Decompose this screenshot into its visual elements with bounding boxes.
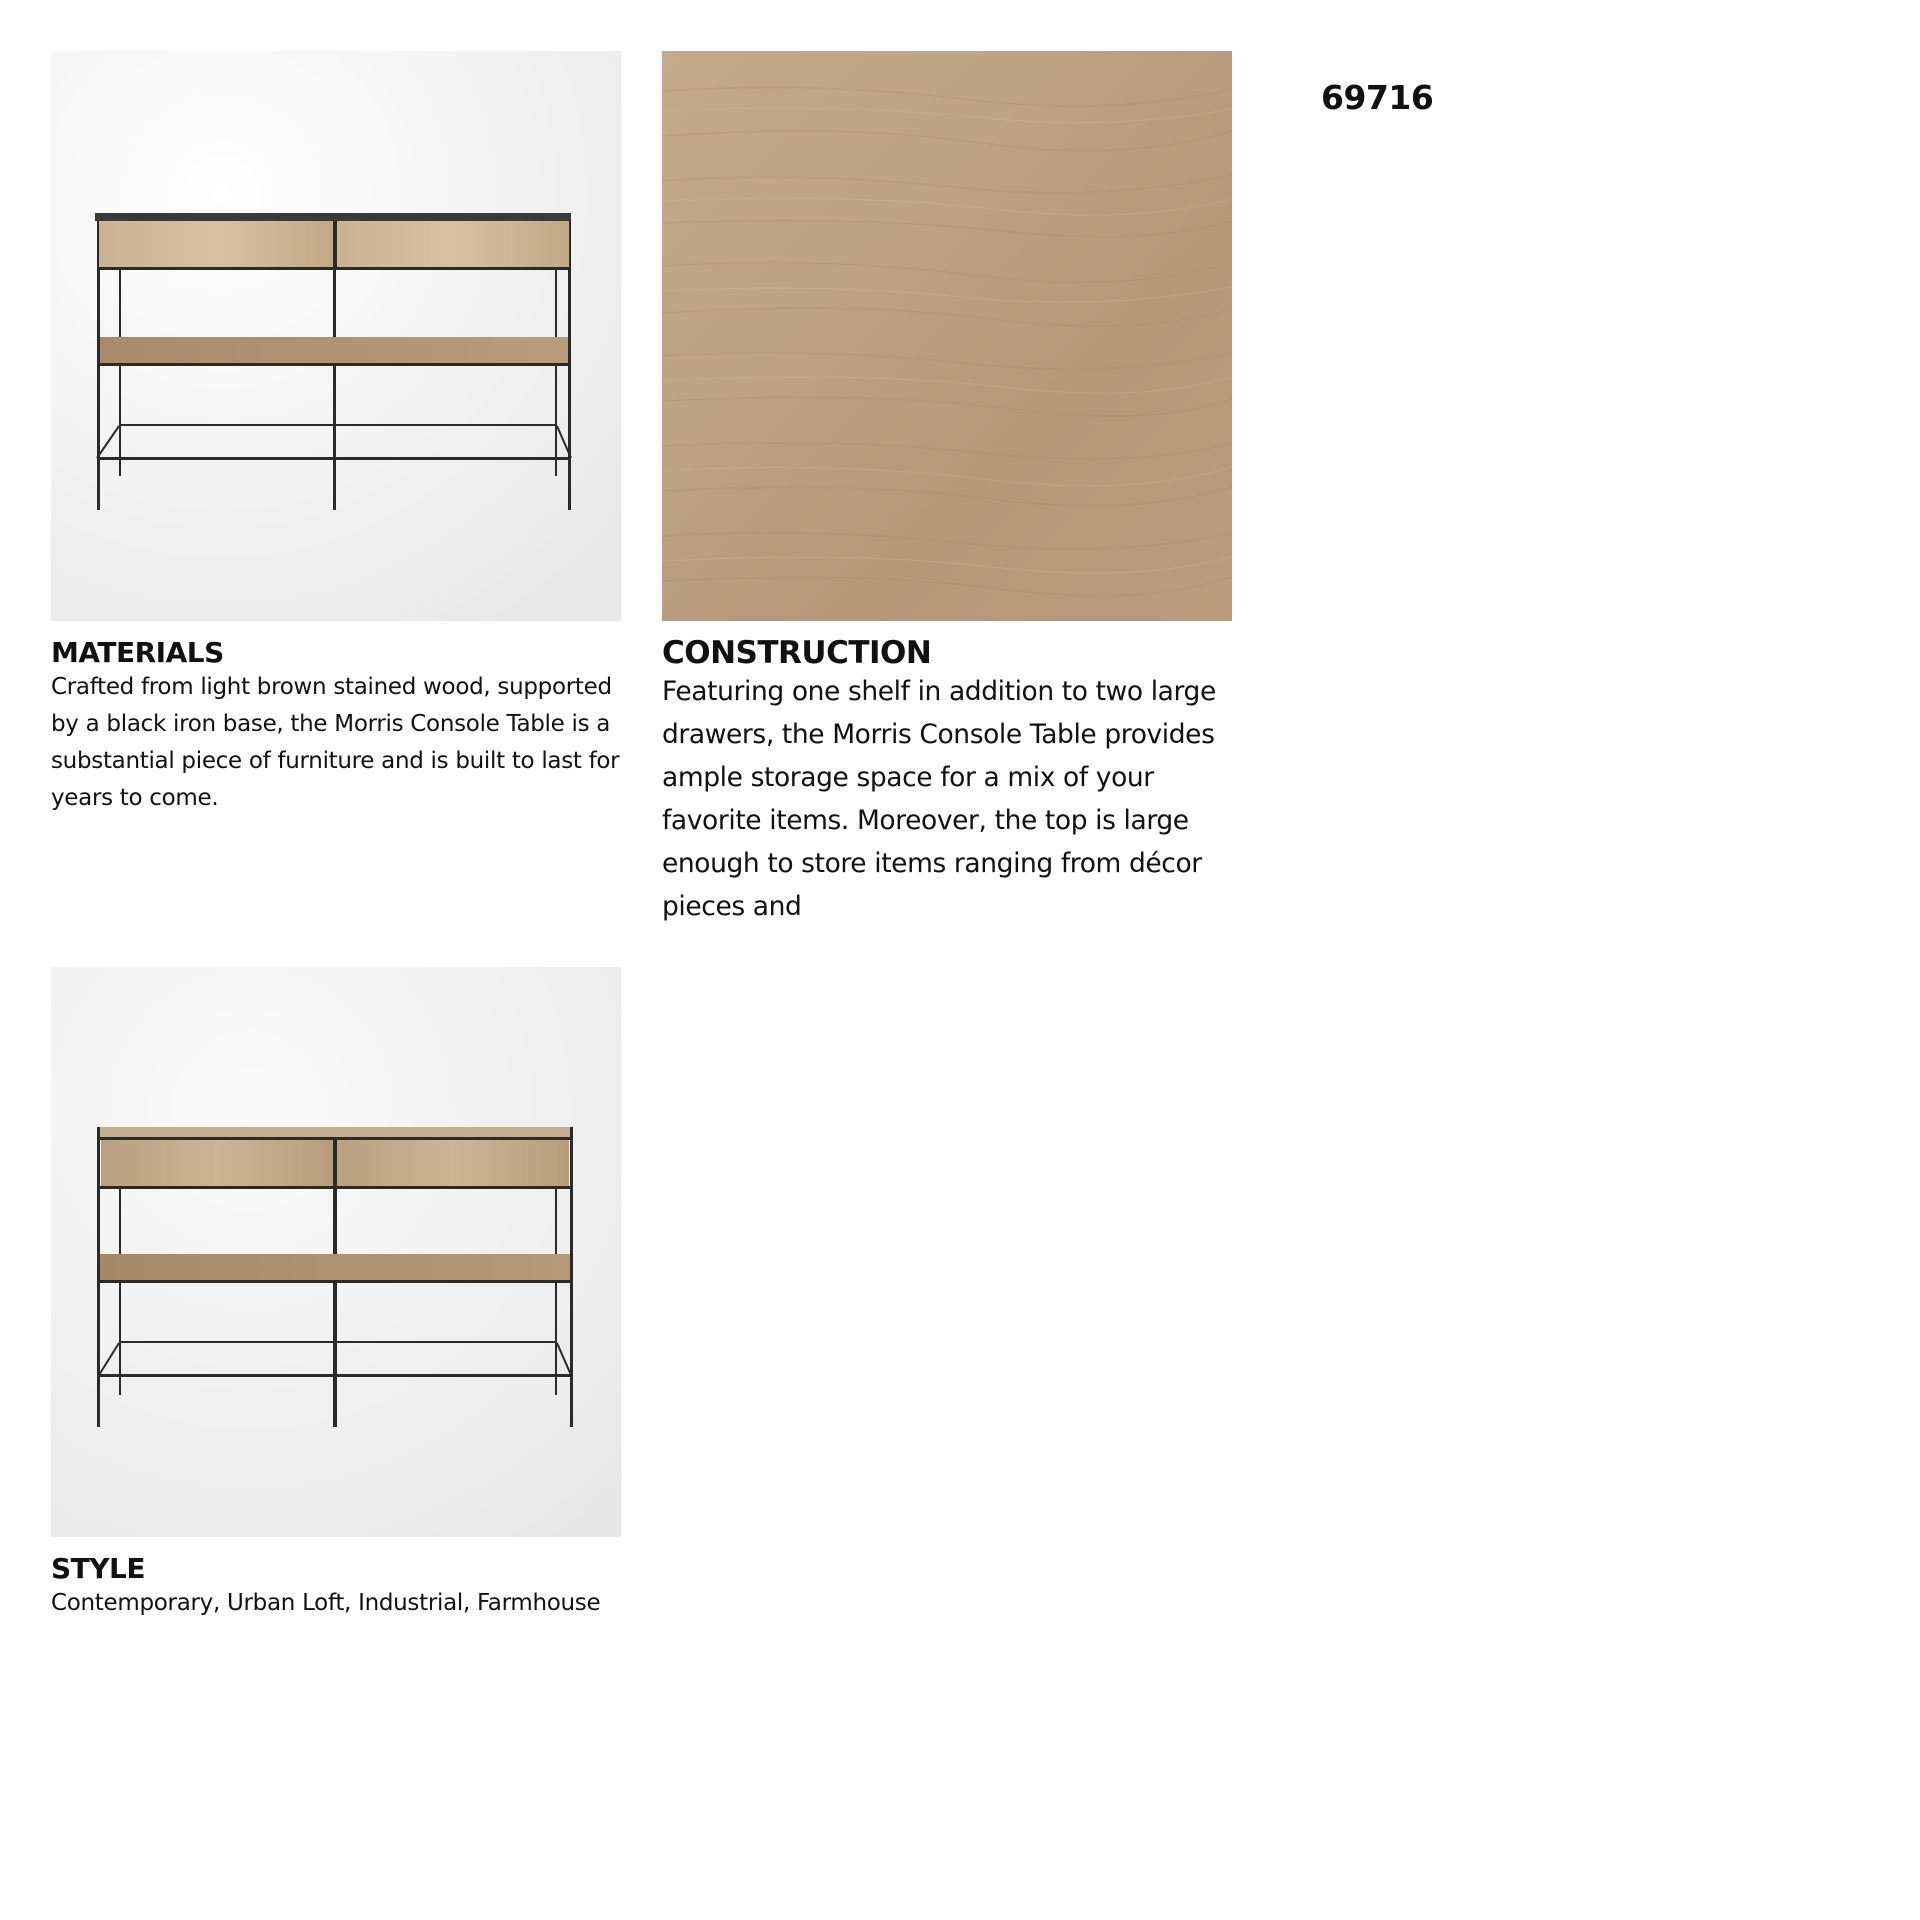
materials-heading: MATERIALS xyxy=(51,636,224,669)
materials-section xyxy=(51,638,626,817)
construction-heading: CONSTRUCTION xyxy=(662,635,932,671)
style-section xyxy=(51,1554,626,1622)
construction-section xyxy=(662,636,1242,928)
style-heading: STYLE xyxy=(51,1552,146,1585)
construction-body: Featuring one shelf in addition to two large drawers, the Morris Console Table provides ample storage space for a mix of your favorite items. Moreover, the top is large enough to store items ranging from décor pieces and xyxy=(662,676,1216,923)
sku-number: 69716 xyxy=(1321,78,1434,117)
materials-body: Crafted from light brown stained wood, supported by a black iron base, the Morris Console Table is a substantial piece of furniture and is built to last for years to come. xyxy=(51,673,620,811)
wood-texture-swatch xyxy=(662,51,1232,621)
product-photo-front xyxy=(51,51,621,621)
style-body: Contemporary, Urban Loft, Industrial, Farmhouse xyxy=(51,1589,601,1616)
product-photo-angle xyxy=(51,967,621,1537)
